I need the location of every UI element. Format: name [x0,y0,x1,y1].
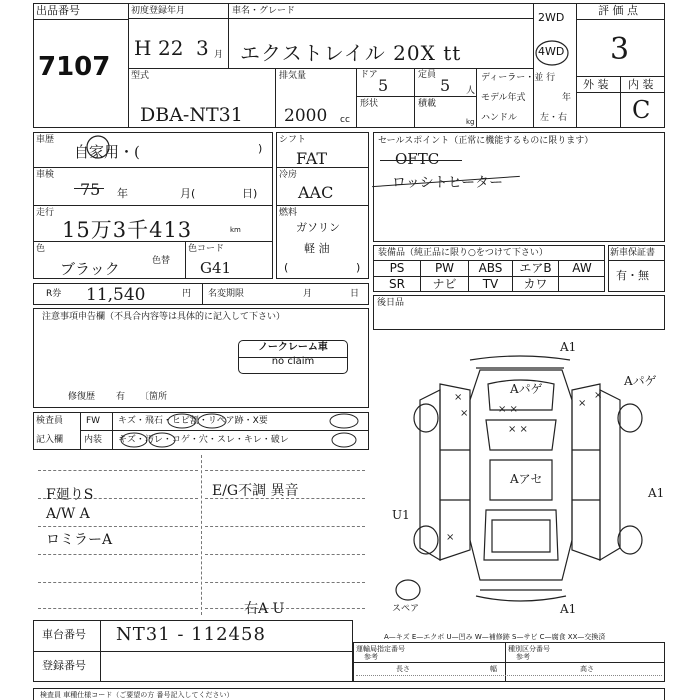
exterior-label: 外 装 [583,78,609,91]
model-label: 型式 [131,71,150,81]
equip-sr: SR [389,277,405,291]
reg-label: 登録番号 [42,659,86,672]
car-name-label: 車名・グレード [232,6,296,16]
model-year-unit: 年 [562,93,572,103]
first-reg-label: 初度登録年月 [131,6,186,16]
mark-rear: A1 [560,602,577,616]
interior-items: キズ・汚レ・コゲ・穴・スレ・キレ・破レ [118,435,289,445]
length-label: 長さ [396,665,410,673]
equip-ps: PS [389,261,405,275]
equip-leather: カワ [523,277,548,291]
color-code-value: G41 [200,259,232,277]
ac-value: AAC [298,183,334,202]
recycle-value: 11,540 [86,285,146,305]
person-unit: 人 [466,86,476,96]
dealer-label: ディーラー・並 行 [481,73,556,83]
shift-label: シフト [279,135,307,145]
handle-label: ハンドル [481,113,518,123]
first-reg-month: 3 [196,36,209,60]
sales-point-2: ロッシトヒーター [392,175,504,191]
equip-abs: ABS [478,261,503,275]
notes-label: 注意事項申告欄（不具合内容等は具体的に記入して下さい） [42,312,286,322]
fuel-paren-close: ) [356,261,361,274]
inspection-year-unit: 年 [117,187,128,200]
model-year-label: モデル年式 [481,93,526,103]
rating-value: 3 [610,32,630,67]
svg-text:×: × [454,392,463,403]
svg-text:×: × [446,532,455,543]
special-ref: 参考 [516,653,530,661]
displacement-value: 2000 [284,106,328,126]
interior-label: 内 装 [628,78,654,91]
lot-number: 7107 [38,52,111,82]
spare-label: スペア [392,604,420,614]
equip-pw: PW [434,261,455,275]
km-unit: km [230,226,241,234]
load-label: 積載 [418,99,437,109]
rating-label: 評 価 点 [598,4,638,17]
note-bottom: 右A U [244,601,285,617]
fuel-gasoline: ガソリン [296,221,340,234]
note-left-2: A/W A [46,506,90,522]
svg-text:×: × [460,408,469,419]
shape-label: 形状 [360,99,379,109]
ac-label: 冷房 [279,170,298,180]
color-label: 色 [36,244,46,254]
color-code-label: 色コード [188,244,225,254]
bottom-text: 検査員 車種仕様コード（ご要望の方 番号記入してください） [40,691,234,699]
equip-airbag: エアB [519,261,552,275]
mileage-label: 走行 [36,208,55,218]
height-label: 高さ [580,665,594,673]
designated-label: 運輸局指定番号 [356,645,405,653]
mark-front-right: Aパゲ [624,374,657,388]
history-label: 車歴 [36,135,55,145]
mileage-value: 15万3千413 [62,218,193,242]
warranty-value: 有・無 [616,269,649,282]
history-value: 自家用・( [74,143,140,161]
fw-label: FW [86,416,101,426]
first-reg-era: H [134,36,152,60]
name-change-day: 日 [350,289,360,299]
drive-2wd: 2WD [538,11,565,24]
inspection-month-unit: 月( [180,187,196,200]
name-change-month: 月 [303,289,313,299]
equip-tv: TV [482,277,499,291]
mark-left: U1 [392,508,410,522]
recycle-label: R券 [46,289,62,299]
equipment-label: 装備品（純正品に限り○をつけて下さい） [378,248,548,258]
sales-points-label: セールスポイント（正常に機能するものに限ります） [378,136,594,146]
chassis-label: 車台番号 [42,628,86,641]
width-label: 幅 [490,665,497,673]
svg-text:× ×: × × [498,404,518,415]
svg-text:×: × [594,390,603,401]
warranty-label: 新車保証書 [610,248,656,258]
entry-label: 記入欄 [36,435,64,445]
svg-text:×: × [578,398,587,409]
name-change-label: 名変期限 [208,289,245,299]
svg-text:× ×: × × [508,424,528,435]
chassis-value: NT31 - 112458 [116,624,266,645]
equip-navi: ナビ [432,277,457,291]
fw-items: キズ・飛石・ヒビ割・リペア跡・X要 [118,416,268,426]
month-unit: 月 [214,50,224,60]
aftermarket-label: 後日品 [377,298,405,308]
mark-roof: Aアセ [510,472,543,486]
drive-4wd: 4WD [538,45,565,58]
inspection-day-unit: 日) [242,187,258,200]
yen-unit: 円 [182,289,192,299]
inspection-year: 75 [80,180,101,199]
shift-value: FAT [296,149,328,168]
doors-label: ドア [360,70,378,80]
color-value: ブラック [60,260,120,278]
fuel-paren: ( [284,261,289,274]
mark-top: A1 [560,340,577,354]
damage-legend: A—キズ E—エクボ U—凹み W—補修跡 S—サビ C—腐食 XX—交換済 [384,633,606,641]
note-right-1: E/G不調 異音 [212,483,299,499]
lot-number-label: 出品番号 [36,4,80,17]
no-claim-jp: ノークレーム車 [258,342,328,353]
note-left-3: ロミラーA [46,532,113,548]
mark-right: A1 [648,486,665,500]
repair-value: 有 [116,392,126,402]
doors-value: 5 [378,76,389,95]
history-close: ) [258,142,263,155]
kg-unit: kg [466,118,475,126]
car-name-value: エクストレイル 20X tt [240,41,462,65]
handle-value: 左・右 [540,113,568,123]
designated-ref: 参考 [364,653,378,661]
mark-hood: Aパゲ [510,382,543,396]
sales-point-1: OFTC [395,150,440,168]
model-value: DBA-NT31 [140,104,243,126]
repair-label: 修復歴 [68,392,96,402]
note-left-1: F廻りS [46,487,94,503]
no-claim-en: no claim [271,356,315,367]
displacement-label: 排気量 [279,71,307,81]
equip-aw: AW [572,261,592,275]
capacity-value: 5 [440,76,451,95]
fuel-label: 燃料 [279,208,298,218]
fuel-diesel: 軽 油 [304,242,330,255]
interior-grade: C [632,96,651,124]
special-label: 種別区分番号 [508,645,550,653]
capacity-label: 定員 [418,70,437,80]
interior-label-row: 内装 [84,435,103,445]
cc-unit: cc [340,115,350,125]
repair-part: 〔箇所 [140,392,168,402]
inspection-label: 車検 [36,170,55,180]
first-reg-year: 22 [158,36,184,60]
inspector-label: 検査員 [36,416,64,426]
color-change-label: 色替 [152,256,171,266]
